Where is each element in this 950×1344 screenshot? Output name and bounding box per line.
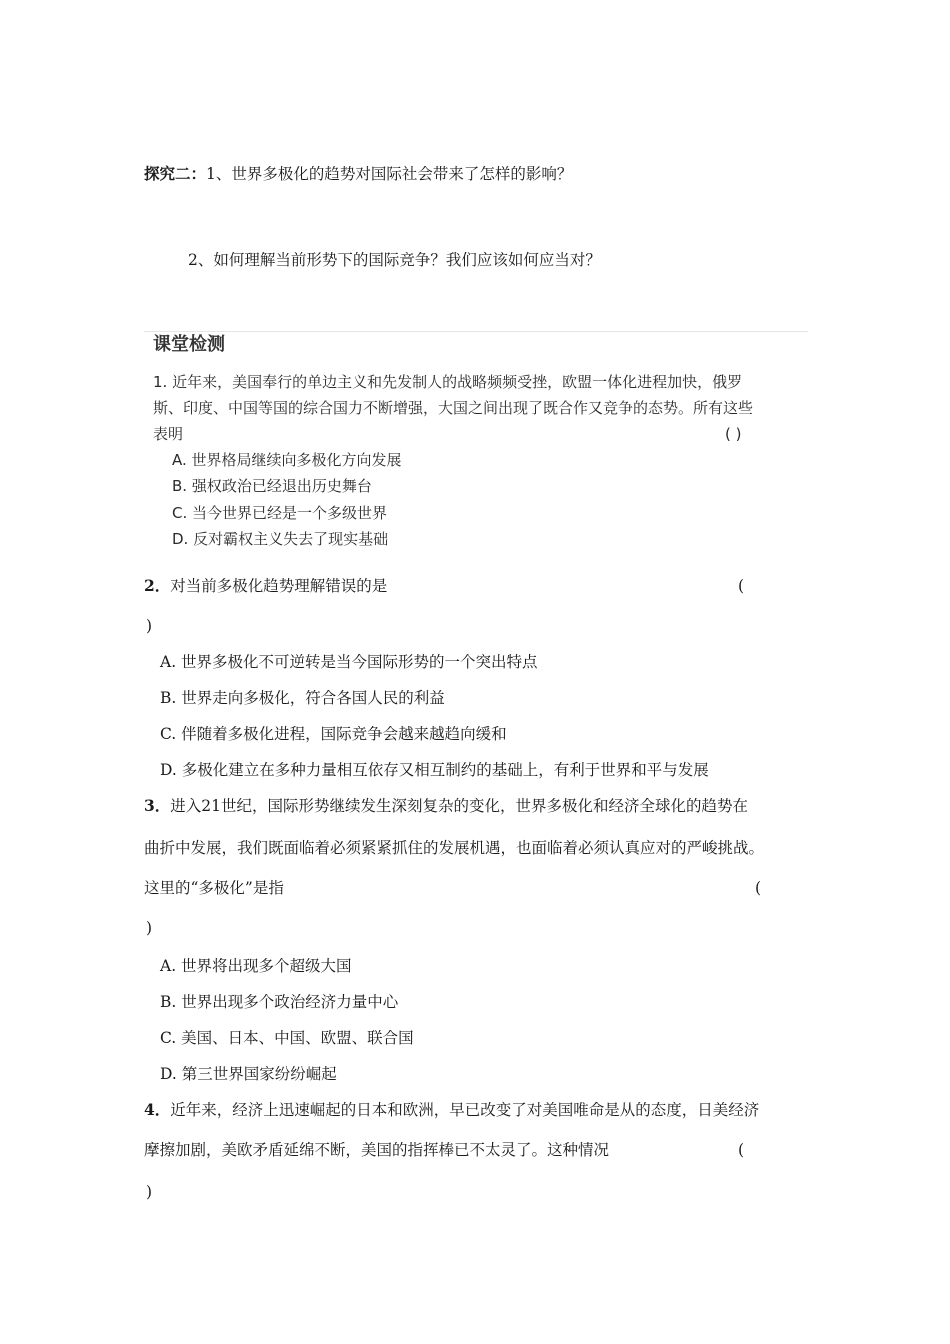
q2-text: 对当前多极化趋势理解错误的是 xyxy=(170,577,388,595)
q2-paren-close: ) xyxy=(146,617,153,635)
q4-paren-open: ( xyxy=(738,1141,745,1159)
q3-option-c: C. 美国、日本、中国、欧盟、联合国 xyxy=(160,1029,414,1047)
q2-paren-open: ( xyxy=(738,577,745,595)
q2-number: 2． xyxy=(144,576,171,595)
explore-question-2: 2、如何理解当前形势下的国际竞争？我们应该如何应当对？ xyxy=(188,251,601,269)
q2-option-d: D. 多极化建立在多种力量相互依存又相互制约的基础上，有利于世界和平与发展 xyxy=(160,761,709,779)
q2-option-a: A. 世界多极化不可逆转是当今国际形势的一个突出特点 xyxy=(160,653,538,671)
explore-question-1 xyxy=(144,164,572,184)
q3-line-2: 曲折中发展，我们既面临着必须紧紧抓住的发展机遇，也面临着必须认真应对的严峻挑战。 xyxy=(144,839,765,857)
q2-option-b: B. 世界走向多极化，符合各国人民的利益 xyxy=(160,689,445,707)
q4-line-2: 摩擦加剧，美欧矛盾延绵不断，美国的指挥棒已不太灵了。这种情况 xyxy=(144,1141,610,1159)
q1-line-1: 1. 近年来，美国奉行的单边主义和先发制人的战略频频受挫，欧盟一体化进程加快，俄罗 xyxy=(153,373,743,391)
q2-stem xyxy=(144,576,387,596)
q4-number: 4． xyxy=(144,1100,171,1119)
explore-q1-text: 1、世界多极化的趋势对国际社会带来了怎样的影响？ xyxy=(206,165,573,183)
q3-option-a: A. 世界将出现多个超级大国 xyxy=(160,957,352,975)
q1-option-b: B. 强权政治已经退出历史舞台 xyxy=(172,477,372,495)
q1-option-d: D. 反对霸权主义失去了现实基础 xyxy=(172,530,389,548)
q1-option-c: C. 当今世界已经是一个多级世界 xyxy=(172,504,388,522)
q3-line-3: 这里的“多极化”是指 xyxy=(144,879,284,897)
q3-number: 3． xyxy=(144,796,171,815)
q3-paren-close: ) xyxy=(146,919,153,937)
q1-option-a: A. 世界格局继续向多极化方向发展 xyxy=(172,451,402,469)
q1-line-2: 斯、印度、中国等国的综合国力不断增强，大国之间出现了既合作又竞争的态势。所有这些 xyxy=(153,399,754,417)
divider xyxy=(144,331,808,332)
explore-label: 探究二： xyxy=(144,164,207,183)
q2-option-c: C. 伴随着多极化进程，国际竞争会越来越趋向缓和 xyxy=(160,725,507,743)
q3-option-d: D. 第三世界国家纷纷崛起 xyxy=(160,1065,337,1083)
q3-paren-open: ( xyxy=(755,879,762,897)
q4-line-1 xyxy=(144,1100,759,1120)
q1-line-3: 表明 xyxy=(153,425,184,443)
q4-paren-close: ) xyxy=(146,1183,153,1201)
q3-text-1: 进入21世纪，国际形势继续发生深刻复杂的变化，世界多极化和经济全球化的趋势在 xyxy=(170,797,749,815)
q4-text-1: 近年来，经济上迅速崛起的日本和欧洲，早已改变了对美国唯命是从的态度，日美经济 xyxy=(170,1101,760,1119)
q3-line-1 xyxy=(144,796,748,816)
q1-answer-paren: ( ) xyxy=(725,425,742,443)
q3-option-b: B. 世界出现多个政治经济力量中心 xyxy=(160,993,399,1011)
section-title: 课堂检测 xyxy=(153,334,225,355)
